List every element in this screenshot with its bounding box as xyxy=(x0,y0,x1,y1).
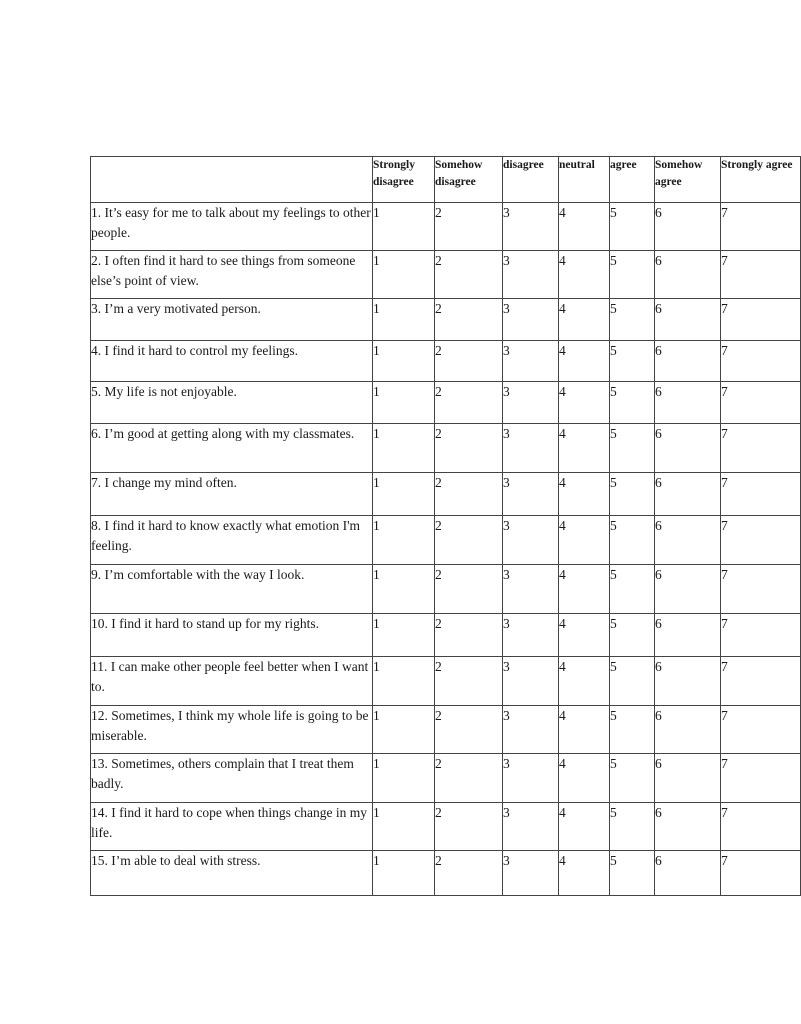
item-statement: 6. I’m good at getting along with my classmates. xyxy=(91,424,373,473)
rating-cell-2[interactable]: 2 xyxy=(435,706,503,754)
header-cell-disagree: disagree xyxy=(503,157,559,203)
questionnaire-body xyxy=(91,203,801,896)
rating-cell-5[interactable]: 5 xyxy=(610,851,655,896)
rating-cell-6[interactable]: 6 xyxy=(655,203,721,251)
rating-cell-2[interactable]: 2 xyxy=(435,657,503,706)
item-statement: 8. I find it hard to know exactly what emotion I'm feeling. xyxy=(91,516,373,565)
rating-cell-1[interactable]: 1 xyxy=(373,473,435,516)
rating-cell-5[interactable]: 5 xyxy=(610,706,655,754)
table-row xyxy=(91,203,801,251)
rating-cell-3[interactable]: 3 xyxy=(503,341,559,382)
rating-cell-6[interactable]: 6 xyxy=(655,851,721,896)
rating-cell-4[interactable]: 4 xyxy=(559,251,610,299)
rating-cell-2[interactable]: 2 xyxy=(435,299,503,341)
rating-cell-1[interactable]: 1 xyxy=(373,754,435,803)
rating-cell-2[interactable]: 2 xyxy=(435,424,503,473)
header-cell-strongly-disagree: Strongly disagree xyxy=(373,157,435,203)
item-statement: 9. I’m comfortable with the way I look. xyxy=(91,565,373,614)
rating-cell-7[interactable]: 7 xyxy=(721,657,801,706)
rating-cell-7[interactable]: 7 xyxy=(721,251,801,299)
rating-cell-7[interactable]: 7 xyxy=(721,614,801,657)
item-statement: 1. It’s easy for me to talk about my feelings to other people. xyxy=(91,203,373,251)
rating-cell-2[interactable]: 2 xyxy=(435,516,503,565)
rating-cell-5[interactable]: 5 xyxy=(610,565,655,614)
table-row xyxy=(91,565,801,614)
table-row xyxy=(91,614,801,657)
rating-cell-1[interactable]: 1 xyxy=(373,382,435,424)
rating-cell-4[interactable]: 4 xyxy=(559,565,610,614)
item-statement: 15. I’m able to deal with stress. xyxy=(91,851,373,896)
rating-cell-5[interactable]: 5 xyxy=(610,657,655,706)
rating-cell-5[interactable]: 5 xyxy=(610,803,655,851)
rating-cell-5[interactable]: 5 xyxy=(610,473,655,516)
rating-cell-6[interactable]: 6 xyxy=(655,424,721,473)
item-statement: 5. My life is not enjoyable. xyxy=(91,382,373,424)
rating-cell-1[interactable]: 1 xyxy=(373,299,435,341)
item-statement: 12. Sometimes, I think my whole life is going to be miserable. xyxy=(91,706,373,754)
rating-cell-1[interactable]: 1 xyxy=(373,251,435,299)
rating-cell-7[interactable]: 7 xyxy=(721,565,801,614)
rating-cell-6[interactable]: 6 xyxy=(655,614,721,657)
table-row xyxy=(91,251,801,299)
rating-cell-1[interactable]: 1 xyxy=(373,614,435,657)
rating-cell-5[interactable]: 5 xyxy=(610,382,655,424)
rating-cell-6[interactable]: 6 xyxy=(655,706,721,754)
rating-cell-4[interactable]: 4 xyxy=(559,657,610,706)
rating-cell-6[interactable]: 6 xyxy=(655,565,721,614)
rating-cell-1[interactable]: 1 xyxy=(373,203,435,251)
rating-cell-4[interactable]: 4 xyxy=(559,473,610,516)
rating-cell-6[interactable]: 6 xyxy=(655,473,721,516)
rating-cell-7[interactable]: 7 xyxy=(721,516,801,565)
item-statement: 4. I find it hard to control my feelings. xyxy=(91,341,373,382)
header-cell-strongly-agree: Strongly agree xyxy=(721,157,801,203)
rating-cell-4[interactable]: 4 xyxy=(559,341,610,382)
table-row xyxy=(91,473,801,516)
rating-cell-7[interactable]: 7 xyxy=(721,341,801,382)
rating-cell-1[interactable]: 1 xyxy=(373,851,435,896)
rating-cell-1[interactable]: 1 xyxy=(373,803,435,851)
item-statement: 14. I find it hard to cope when things change in my life. xyxy=(91,803,373,851)
table-row xyxy=(91,851,801,896)
table-row xyxy=(91,803,801,851)
rating-cell-3[interactable]: 3 xyxy=(503,473,559,516)
item-statement: 13. Sometimes, others complain that I treat them badly. xyxy=(91,754,373,803)
header-cell-somehow-agree: Somehow agree xyxy=(655,157,721,203)
header-cell-item xyxy=(91,157,373,203)
header-cell-agree: agree xyxy=(610,157,655,203)
rating-cell-5[interactable]: 5 xyxy=(610,516,655,565)
rating-cell-3[interactable]: 3 xyxy=(503,251,559,299)
questionnaire-table xyxy=(90,156,801,896)
rating-cell-3[interactable]: 3 xyxy=(503,424,559,473)
item-statement: 7. I change my mind often. xyxy=(91,473,373,516)
rating-cell-5[interactable]: 5 xyxy=(610,424,655,473)
rating-cell-3[interactable]: 3 xyxy=(503,203,559,251)
rating-cell-4[interactable]: 4 xyxy=(559,754,610,803)
rating-cell-6[interactable]: 6 xyxy=(655,341,721,382)
rating-cell-2[interactable]: 2 xyxy=(435,382,503,424)
rating-cell-6[interactable]: 6 xyxy=(655,382,721,424)
rating-cell-3[interactable]: 3 xyxy=(503,803,559,851)
rating-cell-4[interactable]: 4 xyxy=(559,803,610,851)
rating-cell-1[interactable]: 1 xyxy=(373,657,435,706)
rating-cell-5[interactable]: 5 xyxy=(610,341,655,382)
rating-cell-7[interactable]: 7 xyxy=(721,803,801,851)
rating-cell-3[interactable]: 3 xyxy=(503,657,559,706)
rating-cell-2[interactable]: 2 xyxy=(435,251,503,299)
rating-cell-3[interactable]: 3 xyxy=(503,754,559,803)
rating-cell-5[interactable]: 5 xyxy=(610,251,655,299)
table-row xyxy=(91,382,801,424)
rating-cell-5[interactable]: 5 xyxy=(610,614,655,657)
rating-cell-4[interactable]: 4 xyxy=(559,516,610,565)
rating-cell-1[interactable]: 1 xyxy=(373,565,435,614)
rating-cell-7[interactable]: 7 xyxy=(721,424,801,473)
rating-cell-7[interactable]: 7 xyxy=(721,382,801,424)
table-row xyxy=(91,424,801,473)
rating-cell-6[interactable]: 6 xyxy=(655,251,721,299)
rating-cell-6[interactable]: 6 xyxy=(655,299,721,341)
rating-cell-6[interactable]: 6 xyxy=(655,754,721,803)
rating-cell-3[interactable]: 3 xyxy=(503,851,559,896)
rating-cell-4[interactable]: 4 xyxy=(559,299,610,341)
rating-cell-4[interactable]: 4 xyxy=(559,614,610,657)
table-row xyxy=(91,516,801,565)
rating-cell-3[interactable]: 3 xyxy=(503,382,559,424)
rating-cell-2[interactable]: 2 xyxy=(435,614,503,657)
table-row xyxy=(91,706,801,754)
rating-cell-7[interactable]: 7 xyxy=(721,203,801,251)
rating-cell-2[interactable]: 2 xyxy=(435,565,503,614)
item-statement: 11. I can make other people feel better when I want to. xyxy=(91,657,373,706)
rating-cell-1[interactable]: 1 xyxy=(373,706,435,754)
rating-cell-4[interactable]: 4 xyxy=(559,706,610,754)
rating-cell-4[interactable]: 4 xyxy=(559,203,610,251)
table-row xyxy=(91,341,801,382)
table-row xyxy=(91,754,801,803)
rating-cell-2[interactable]: 2 xyxy=(435,473,503,516)
rating-cell-3[interactable]: 3 xyxy=(503,706,559,754)
item-statement: 3. I’m a very motivated person. xyxy=(91,299,373,341)
rating-cell-2[interactable]: 2 xyxy=(435,754,503,803)
rating-cell-5[interactable]: 5 xyxy=(610,299,655,341)
table-row xyxy=(91,657,801,706)
rating-cell-1[interactable]: 1 xyxy=(373,341,435,382)
rating-cell-1[interactable]: 1 xyxy=(373,516,435,565)
rating-cell-2[interactable]: 2 xyxy=(435,203,503,251)
rating-cell-3[interactable]: 3 xyxy=(503,614,559,657)
rating-cell-6[interactable]: 6 xyxy=(655,803,721,851)
rating-cell-3[interactable]: 3 xyxy=(503,565,559,614)
rating-cell-2[interactable]: 2 xyxy=(435,803,503,851)
rating-cell-5[interactable]: 5 xyxy=(610,754,655,803)
rating-cell-3[interactable]: 3 xyxy=(503,299,559,341)
rating-cell-7[interactable]: 7 xyxy=(721,754,801,803)
rating-cell-4[interactable]: 4 xyxy=(559,851,610,896)
header-cell-somehow-disagree: Somehow disagree xyxy=(435,157,503,203)
table-row xyxy=(91,299,801,341)
rating-cell-5[interactable]: 5 xyxy=(610,203,655,251)
rating-cell-2[interactable]: 2 xyxy=(435,851,503,896)
rating-cell-4[interactable]: 4 xyxy=(559,382,610,424)
rating-cell-6[interactable]: 6 xyxy=(655,516,721,565)
rating-cell-7[interactable]: 7 xyxy=(721,473,801,516)
item-statement: 2. I often find it hard to see things from someone else’s point of view. xyxy=(91,251,373,299)
rating-cell-7[interactable]: 7 xyxy=(721,299,801,341)
rating-cell-7[interactable]: 7 xyxy=(721,851,801,896)
rating-cell-4[interactable]: 4 xyxy=(559,424,610,473)
item-statement: 10. I find it hard to stand up for my rights. xyxy=(91,614,373,657)
rating-cell-3[interactable]: 3 xyxy=(503,516,559,565)
rating-cell-7[interactable]: 7 xyxy=(721,706,801,754)
header-row xyxy=(91,157,801,203)
rating-cell-2[interactable]: 2 xyxy=(435,341,503,382)
header-cell-neutral: neutral xyxy=(559,157,610,203)
rating-cell-6[interactable]: 6 xyxy=(655,657,721,706)
rating-cell-1[interactable]: 1 xyxy=(373,424,435,473)
